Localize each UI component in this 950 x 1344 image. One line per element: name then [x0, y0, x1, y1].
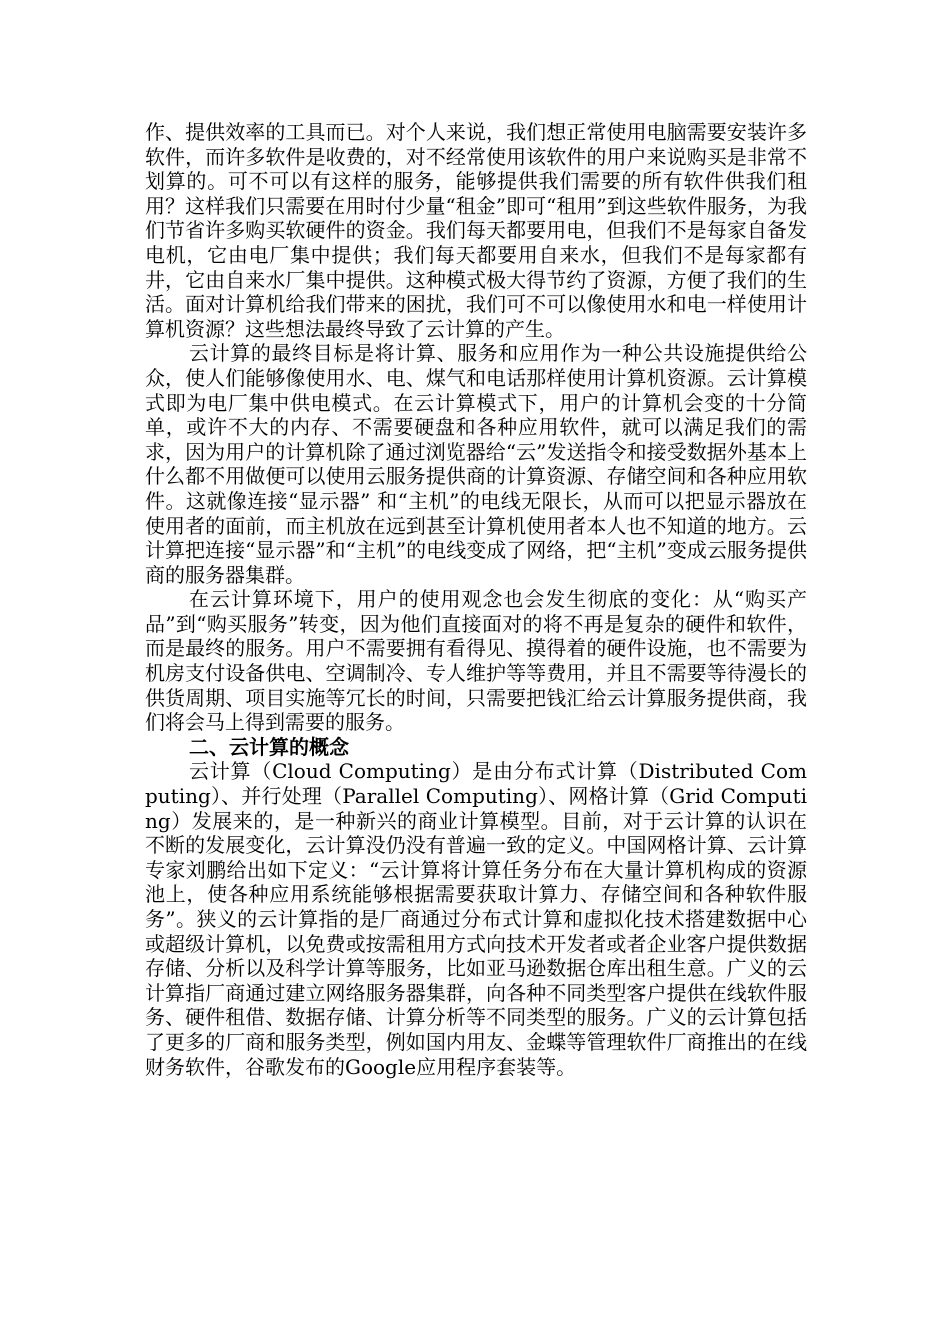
- paragraph-continuation: 作、提供效率的工具而已。对个人来说，我们想正常使用电脑需要安装许多软件，而许多软件是收费的，对不经常使用该软件的用户来说购买是非常不划算的。可不可以有这样的服务，能够提供我们需要的所有软件供我们租用？这样我们只需要在用时付少量“租金”即可“租用”到这些软件服务，为我们节省许多购买软硬件的资金。我们每天都要用电，但我们不是每家自备发电机，它由电厂集中提供；我们每天都要用自来水，但我们不是每家都有井，它由自来水厂集中提供。这种模式极大得节约了资源，方便了我们的生活。面对计算机给我们带来的困扰，我们可不可以像使用水和电一样使用计算机资源？这些想法最终导致了云计算的产生。: [145, 120, 807, 341]
- paragraph-cloud-goal: 云计算的最终目标是将计算、服务和应用作为一种公共设施提供给公众，使人们能够像使用水、电、煤气和电话那样使用计算机资源。云计算模式即为电厂集中供电模式。在云计算模式下，用户的计算机会变的十分简单，或许不大的内存、不需要硬盘和各种应用软件，就可以满足我们的需求，因为用户的计算机除了通过浏览器给“云”发送指令和接受数据外基本上什么都不用做便可以使用云服务提供商的计算资源、存储空间和各种应用软件。这就像连接“显示器” 和“主机”的电线无限长，从而可以把显示器放在使用者的面前，而主机放在远到甚至计算机使用者本人也不知道的地方。云计算把连接“显示器”和“主机”的电线变成了网络，把“主机”变成云服务提供商的服务器集群。: [145, 341, 807, 587]
- document-body: [145, 120, 807, 1079]
- section-heading: 二、云计算的概念: [189, 734, 349, 759]
- paragraph-usage-concept: 在云计算环境下，用户的使用观念也会发生彻底的变化：从“购买产品”到“购买服务”转变，因为他们直接面对的将不再是复杂的硬件和软件，而是最终的服务。用户不需要拥有看得见、摸得着的硬件设施，也不需要为机房支付设备供电、空调制冷、专人维护等等费用，并且不需要等待漫长的供货周期、项目实施等冗长的时间，只需要把钱汇给云计算服务提供商，我们将会马上得到需要的服务。: [145, 587, 807, 735]
- paragraph-cloud-definition: 云计算（Cloud Computing）是由分布式计算（Distributed Computing）、并行处理（Parallel Computing）、网格计算（Grid Computing）发展来的，是一种新兴的商业计算模型。目前，对于云计算的认识在不断的发展变化，云计算没仍没有普遍一致的定义。中国网格计算、云计算专家刘鹏给出如下定义：“云计算将计算任务分布在大量计算机构成的资源池上，使各种应用系统能够根据需要获取计算力、存储空间和各种软件服务”。狭义的云计算指的是厂商通过分布式计算和虚拟化技术搭建数据中心或超级计算机，以免费或按需租用方式向技术开发者或者企业客户提供数据存储、分析以及科学计算等服务，比如亚马逊数据仓库出租生意。广义的云计算指厂商通过建立网络服务器集群，向各种不同类型客户提供在线软件服务、硬件租借、数据存储、计算分析等不同类型的服务。广义的云计算包括了更多的厂商和服务类型，例如国内用友、金蝶等管理软件厂商推出的在线财务软件，谷歌发布的Google应用程序套装等。: [145, 759, 807, 1079]
